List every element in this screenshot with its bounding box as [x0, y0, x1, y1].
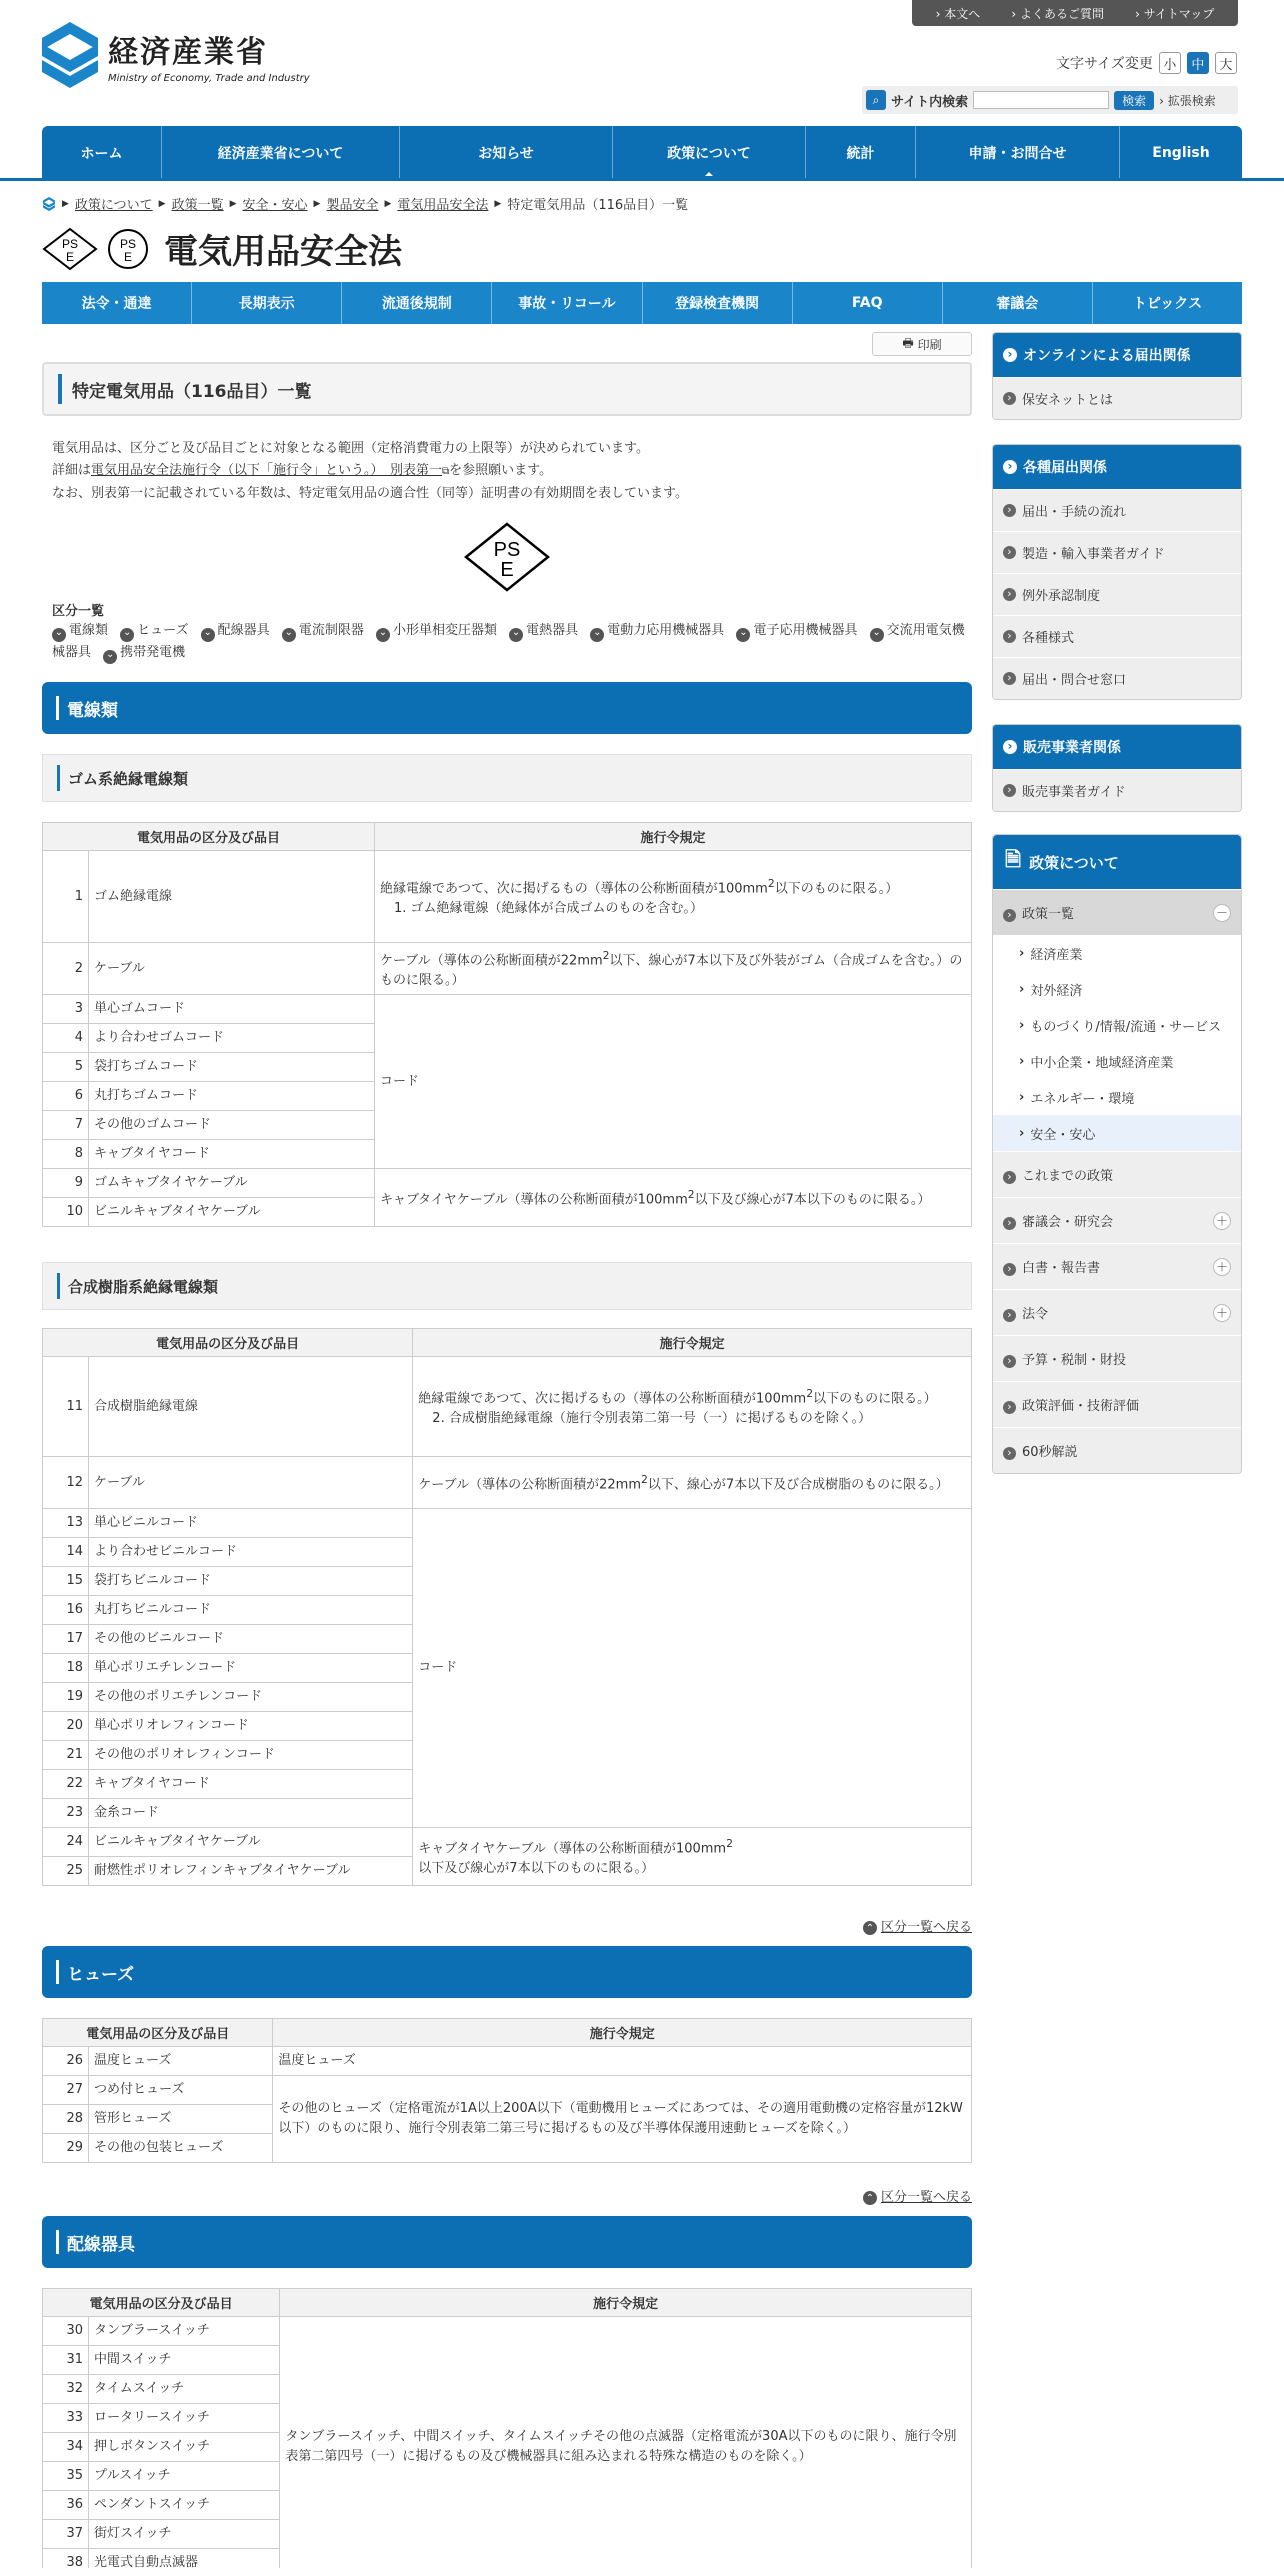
item-number: 20	[43, 1712, 89, 1741]
intro-link-enforcement-order[interactable]: 電気用品安全法施行令（以下「施行令」という。） 別表第一	[91, 463, 443, 478]
item-name: 単心ゴムコード	[89, 995, 375, 1024]
intro-line-1: 電気用品は、区分ごと及び品目ごとに対象となる範囲（定格消費電力の上限等）が決められています。	[52, 441, 649, 456]
chevron-right-icon: ▶	[494, 198, 502, 209]
item-name: 丸打ちゴムコード	[89, 1082, 375, 1111]
item-name: 光電式自動点滅器	[89, 2549, 280, 2568]
expand-icon[interactable]: ＋	[1213, 1258, 1231, 1276]
item-name: 街灯スイッチ	[89, 2520, 280, 2549]
rule-cell: 絶縁電線であつて、次に掲げるもの（導体の公称断面積が$100mm^2$以下のものに限る。） 2. 合成樹脂絶縁電線（施行令別表第二第一号（一）に掲げるものを除く。）	[413, 1357, 972, 1457]
item-name: 単心ポリオレフィンコード	[89, 1712, 413, 1741]
item-number: 4	[43, 1024, 89, 1053]
table-row	[43, 1357, 972, 1457]
gnav-home[interactable]: ホーム	[42, 126, 162, 180]
subsection-resin-heading: 合成樹脂系絶縁電線類	[42, 1262, 972, 1310]
item-number: 28	[43, 2105, 89, 2134]
rule-cell: 絶縁電線であつて、次に掲げるもの（導体の公称断面積が$100mm^2$以下のものに限る。） 1. ゴム絶縁電線（絶縁体が合成ゴムのものを含む。）	[374, 851, 971, 943]
policy-row[interactable]: › 白書・報告書 ＋	[993, 1243, 1241, 1289]
item-number: 31	[43, 2346, 89, 2375]
item-number: 9	[43, 1169, 89, 1198]
breadcrumb-policy-list[interactable]: 政策一覧	[171, 198, 224, 213]
printer-icon: 🖶	[902, 335, 914, 350]
item-number: 7	[43, 1111, 89, 1140]
item-name: ビニルキャブタイヤケーブル	[89, 1828, 413, 1857]
svg-text:PS: PS	[61, 236, 79, 251]
category-link[interactable]: ⌄ 交流用電気機械器具	[52, 623, 965, 660]
item-number: 22	[43, 1770, 89, 1799]
side-link[interactable]: › 届出・手続の流れ	[993, 489, 1241, 531]
svg-text:PS: PS	[119, 236, 137, 251]
back-to-category-list-link[interactable]: ⌃ 区分一覧へ戻る	[863, 1916, 972, 1935]
th-rule: 施行令規定	[280, 2289, 972, 2317]
table-row	[43, 851, 972, 943]
subnav-long-term[interactable]: 長期表示	[192, 282, 342, 324]
item-name: その他のポリエチレンコード	[89, 1683, 413, 1712]
home-logo-icon[interactable]	[42, 197, 56, 211]
item-number: 30	[43, 2317, 89, 2346]
gnav-about[interactable]: 経済産業省について	[162, 126, 400, 180]
rule-cell: ケーブル（導体の公称断面積が$22mm^2$以下、線心が7本以下及び合成樹脂のものに限る。）	[413, 1457, 972, 1509]
policy-row[interactable]: › 60秒解説	[993, 1427, 1241, 1473]
item-name: ゴムキャブタイヤケーブル	[89, 1169, 375, 1198]
sub-nav	[42, 282, 1242, 324]
font-size-medium-button[interactable]: 中	[1187, 52, 1209, 74]
gnav-policy[interactable]: 政策について	[613, 126, 806, 180]
logo-en-text: Ministry of Economy, Trade and Industry	[108, 72, 310, 84]
policy-row[interactable]: › 予算・税制・財投	[993, 1335, 1241, 1381]
item-number: 24	[43, 1828, 89, 1857]
page-title: 電気用品安全法	[164, 232, 402, 272]
table-row	[43, 1457, 972, 1509]
item-number: 1	[43, 851, 89, 943]
item-name: より合わせゴムコード	[89, 1024, 375, 1053]
rule-cell: 温度ヒューズ	[273, 2047, 972, 2076]
table-row	[43, 1509, 972, 1538]
policy-sub-link[interactable]: › エネルギー・環境	[993, 1079, 1241, 1115]
th-item: 電気用品の区分及び品目	[43, 823, 375, 851]
category-link[interactable]: ⌄ ヒューズ	[120, 623, 188, 638]
item-number: 10	[43, 1198, 89, 1227]
table-wiring-devices	[42, 2288, 972, 2568]
font-size-control	[1056, 52, 1237, 74]
item-number: 34	[43, 2433, 89, 2462]
policy-sub-link[interactable]: › 経済産業	[993, 935, 1241, 971]
logo-jp-text: 経済産業省	[108, 34, 268, 70]
policy-row[interactable]: › これまでの政策	[993, 1151, 1241, 1197]
item-name: タンブラースイッチ	[89, 2317, 280, 2346]
side-box-online	[992, 332, 1242, 420]
item-number: 2	[43, 943, 89, 995]
policy-sub-link[interactable]: › 中小企業・地域経済産業	[993, 1043, 1241, 1079]
item-name: 温度ヒューズ	[89, 2047, 273, 2076]
table-row	[43, 1169, 972, 1198]
category-link[interactable]: ⌄ 小形単相変圧器類	[376, 623, 497, 638]
item-name: キャブタイヤコード	[89, 1140, 375, 1169]
subnav-topics[interactable]: トピックス	[1132, 296, 1203, 312]
policy-sub-link[interactable]: › ものづくり/情報/流通・サービス	[993, 1007, 1241, 1043]
item-number: 26	[43, 2047, 89, 2076]
th-rule: 施行令規定	[413, 1329, 972, 1357]
font-size-label: 文字サイズ変更	[1056, 56, 1153, 72]
item-name: タイムスイッチ	[89, 2375, 280, 2404]
item-name: 丸打ちビニルコード	[89, 1596, 413, 1625]
item-number: 27	[43, 2076, 89, 2105]
side-box-notifications-title[interactable]: › 各種届出関係	[993, 445, 1241, 489]
gnav-underline	[0, 178, 1284, 181]
rule-cell: その他のヒューズ（定格電流が1A以上200A以下（電動機用ヒューズにあつては、その適用電動機の定格容量が12kW以下）のものに限り、施行令別表第二第三号に掲げるもの及び半導体保護用速動ヒューズを除く。）	[273, 2076, 972, 2163]
external-link-icon: ⧉	[442, 466, 450, 477]
section-wiring-devices-heading: 配線器具	[42, 2216, 972, 2268]
policy-row[interactable]: › 法令 ＋	[993, 1289, 1241, 1335]
table-rubber-wires	[42, 822, 972, 1227]
gnav-english[interactable]: English	[1152, 145, 1210, 161]
side-link[interactable]: › 製造・輸入事業者ガイド	[993, 531, 1241, 573]
side-link[interactable]: › 保安ネットとは	[993, 377, 1241, 419]
item-name: ペンダントスイッチ	[89, 2491, 280, 2520]
font-size-small-button[interactable]: 小	[1159, 52, 1181, 74]
item-name: 押しボタンスイッチ	[89, 2433, 280, 2462]
util-link-main[interactable]: › 本文へ	[935, 6, 981, 21]
item-name: ゴム絶縁電線	[89, 851, 375, 943]
side-link[interactable]: › 届出・問合せ窓口	[993, 657, 1241, 699]
item-number: 11	[43, 1357, 89, 1457]
item-number: 29	[43, 2134, 89, 2163]
category-link[interactable]: ⌄ 電熱器具	[509, 623, 578, 638]
chevron-right-icon: ▶	[313, 198, 321, 209]
sidebar	[992, 332, 1242, 1498]
policy-sub-link-current[interactable]: › 安全・安心	[993, 1115, 1241, 1151]
table-row	[43, 1828, 972, 1857]
item-number: 12	[43, 1457, 89, 1509]
section-heading-text: 特定電気用品（116品目）一覧	[72, 381, 312, 402]
th-rule: 施行令規定	[273, 2019, 972, 2047]
search-label: サイト内検索	[891, 94, 969, 110]
item-number: 3	[43, 995, 89, 1024]
rule-cell: タンブラースイッチ、中間スイッチ、タイムスイッチその他の点滅器（定格電流が30A以下のものに限り、施行令別表第二第四号（一）に掲げるもの及び機械器具に組み込まれる特殊な構造のものを除く。）	[280, 2317, 972, 2568]
item-name: 中間スイッチ	[89, 2346, 280, 2375]
subnav-faq[interactable]: FAQ	[793, 282, 943, 324]
subnav-accident[interactable]: 事故・リコール	[492, 282, 642, 324]
th-rule: 施行令規定	[374, 823, 971, 851]
item-number: 38	[43, 2549, 89, 2568]
category-list	[52, 620, 972, 664]
chevron-right-icon: ▶	[62, 198, 69, 209]
category-link[interactable]: ⌄ 電線類	[52, 623, 108, 638]
global-nav	[42, 126, 1242, 180]
item-name: 袋打ちゴムコード	[89, 1053, 375, 1082]
item-name: 金糸コード	[89, 1799, 413, 1828]
site-search	[862, 86, 1238, 114]
gnav-statistics[interactable]: 統計	[806, 126, 916, 180]
subsection-rubber-heading: ゴム系絶縁電線類	[42, 754, 972, 802]
gnav-news[interactable]: お知らせ	[400, 126, 613, 180]
item-name: 耐燃性ポリオレフィンキャブタイヤケーブル	[89, 1857, 413, 1886]
back-to-category-list-link[interactable]: ⌃ 区分一覧へ戻る	[863, 2186, 972, 2205]
rule-cell: キャブタイヤケーブル（導体の公称断面積が$100mm^2$以下及び線心が7本以下のものに限る。）	[413, 1828, 972, 1886]
item-number: 19	[43, 1683, 89, 1712]
item-name: 管形ヒューズ	[89, 2105, 273, 2134]
section-fuses-heading: ヒューズ	[42, 1946, 972, 1998]
subnav-laws[interactable]: 法令・通達	[42, 282, 192, 324]
svg-text:E: E	[65, 249, 75, 264]
item-number: 25	[43, 1857, 89, 1886]
side-link[interactable]: › 例外承認制度	[993, 573, 1241, 615]
advanced-search-link[interactable]: › 拡張検索	[1159, 93, 1216, 108]
item-number: 32	[43, 2375, 89, 2404]
meti-logo-icon	[42, 22, 98, 88]
print-button[interactable]	[872, 332, 972, 356]
category-link[interactable]: ⌄ 電子応用機械器具	[736, 623, 857, 638]
document-icon: 🗎	[1005, 847, 1022, 871]
utility-bar	[912, 0, 1238, 26]
svg-text:E: E	[123, 249, 133, 264]
item-name: 合成樹脂絶縁電線	[89, 1357, 413, 1457]
item-name: 単心ポリエチレンコード	[89, 1654, 413, 1683]
subnav-post-market[interactable]: 流通後規制	[342, 282, 492, 324]
item-name: より合わせビニルコード	[89, 1538, 413, 1567]
svg-text:E: E	[500, 559, 514, 581]
item-name: つめ付ヒューズ	[89, 2076, 273, 2105]
subnav-council[interactable]: 審議会	[943, 282, 1093, 324]
util-link-sitemap[interactable]: › サイトマップ	[1135, 6, 1215, 21]
breadcrumb-product-safety[interactable]: 製品安全	[326, 198, 379, 213]
item-number: 8	[43, 1140, 89, 1169]
side-box-sellers-title[interactable]: › 販売事業者関係	[993, 725, 1241, 769]
advanced-search-label: 拡張検索	[1167, 93, 1216, 108]
item-name: その他のゴムコード	[89, 1111, 375, 1140]
item-name: ロータリースイッチ	[89, 2404, 280, 2433]
item-name: 袋打ちビニルコード	[89, 1567, 413, 1596]
item-number: 21	[43, 1741, 89, 1770]
item-number: 13	[43, 1509, 89, 1538]
side-box-notifications	[992, 444, 1242, 700]
item-name: その他のビニルコード	[89, 1625, 413, 1654]
category-link[interactable]: ⌄ 電動力応用機械器具	[590, 623, 724, 638]
item-number: 36	[43, 2491, 89, 2520]
collapse-icon[interactable]: －	[1213, 904, 1231, 922]
item-number: 5	[43, 1053, 89, 1082]
item-number: 14	[43, 1538, 89, 1567]
th-item: 電気用品の区分及び品目	[43, 1329, 413, 1357]
category-list-title: 区分一覧	[52, 604, 105, 619]
item-name: ケーブル	[89, 1457, 413, 1509]
search-input[interactable]	[973, 91, 1109, 109]
svg-text:PS: PS	[493, 539, 521, 561]
breadcrumb	[42, 194, 688, 213]
table-row	[43, 2317, 972, 2346]
util-link-faq[interactable]: › よくあるご質問	[1011, 6, 1104, 21]
table-fuses	[42, 2018, 972, 2163]
breadcrumb-denan[interactable]: 電気用品安全法	[397, 198, 489, 213]
side-box-online-title[interactable]: › オンラインによる届出関係	[993, 333, 1241, 377]
item-name: ビニルキャブタイヤケーブル	[89, 1198, 375, 1227]
item-number: 18	[43, 1654, 89, 1683]
pse-diamond-icon	[42, 227, 98, 271]
rule-cell: キャブタイヤケーブル（導体の公称断面積が$100mm^2$以下及び線心が7本以下のものに限る。）	[374, 1169, 971, 1227]
table-row	[43, 2076, 972, 2105]
table-row	[43, 943, 972, 995]
side-box-sellers	[992, 724, 1242, 812]
policy-sub-link[interactable]: › 対外経済	[993, 971, 1241, 1007]
item-number: 23	[43, 1799, 89, 1828]
item-number: 15	[43, 1567, 89, 1596]
rule-cell: ケーブル（導体の公称断面積が$22mm^2$以下、線心が7本以下及び外装がゴム（合成ゴムを含む。）のものに限る。）	[374, 943, 971, 995]
subnav-inspection[interactable]: 登録検査機関	[643, 282, 793, 324]
table-resin-wires	[42, 1328, 972, 1886]
intro-line-2: 詳細は電気用品安全法施行令（以下「施行令」という。） 別表第一⧉を参照願います。	[52, 463, 553, 478]
category-link[interactable]: ⌄ 電流制限器	[282, 623, 364, 638]
pse-circle-icon	[106, 227, 150, 271]
expand-icon[interactable]: ＋	[1213, 1212, 1231, 1230]
policy-row[interactable]: › 政策評価・技術評価	[993, 1381, 1241, 1427]
font-size-large-button[interactable]: 大	[1215, 52, 1237, 74]
policy-row-list[interactable]: › 政策一覧 －	[993, 889, 1241, 935]
category-link[interactable]: ⌄ 携帯発電機	[103, 645, 185, 660]
chevron-right-icon: ▶	[158, 198, 166, 209]
section-wires-heading: 電線類	[42, 682, 972, 734]
gnav-application[interactable]: 申請・お問合せ	[916, 126, 1120, 180]
chevron-right-icon: ▶	[229, 198, 237, 209]
print-label: 印刷	[917, 337, 942, 352]
item-name: プルスイッチ	[89, 2462, 280, 2491]
item-name: ケーブル	[89, 943, 375, 995]
intro-text	[52, 438, 688, 505]
side-policy-nav	[992, 834, 1242, 1474]
side-link[interactable]: › 各種様式	[993, 615, 1241, 657]
th-item: 電気用品の区分及び品目	[43, 2019, 273, 2047]
th-item: 電気用品の区分及び品目	[43, 2289, 280, 2317]
site-logo[interactable]	[42, 22, 310, 88]
rule-cell: コード	[413, 1509, 972, 1828]
item-name: キャブタイヤコード	[89, 1770, 413, 1799]
item-number: 37	[43, 2520, 89, 2549]
table-row	[43, 995, 972, 1024]
item-number: 6	[43, 1082, 89, 1111]
search-icon: ⌕	[866, 90, 886, 110]
page-title-area	[42, 224, 402, 273]
side-link[interactable]: › 販売事業者ガイド	[993, 769, 1241, 811]
expand-icon[interactable]: ＋	[1213, 1304, 1231, 1322]
item-number: 33	[43, 2404, 89, 2433]
breadcrumb-safety[interactable]: 安全・安心	[242, 198, 308, 213]
search-button[interactable]: 検索	[1114, 91, 1154, 110]
intro-line-3: なお、別表第一に記載されている年数は、特定電気用品の適合性（同等）証明書の有効期間を表しています。	[52, 486, 688, 501]
policy-nav-title-text: 政策について	[1029, 853, 1119, 872]
section-heading	[42, 362, 972, 416]
table-row	[43, 2047, 972, 2076]
category-link[interactable]: ⌄ 配線器具	[201, 623, 270, 638]
pse-mark-icon	[464, 522, 550, 592]
item-number: 16	[43, 1596, 89, 1625]
policy-row[interactable]: › 審議会・研究会 ＋	[993, 1197, 1241, 1243]
chevron-right-icon: ▶	[384, 198, 392, 209]
item-number: 17	[43, 1625, 89, 1654]
policy-nav-title	[993, 835, 1241, 889]
item-name: その他のポリオレフィンコード	[89, 1741, 413, 1770]
item-name: 単心ビニルコード	[89, 1509, 413, 1538]
item-number: 35	[43, 2462, 89, 2491]
rule-cell: コード	[374, 995, 971, 1169]
breadcrumb-policy[interactable]: 政策について	[74, 198, 153, 213]
breadcrumb-current: 特定電気用品（116品目）一覧	[507, 198, 689, 213]
item-name: その他の包装ヒューズ	[89, 2134, 273, 2163]
